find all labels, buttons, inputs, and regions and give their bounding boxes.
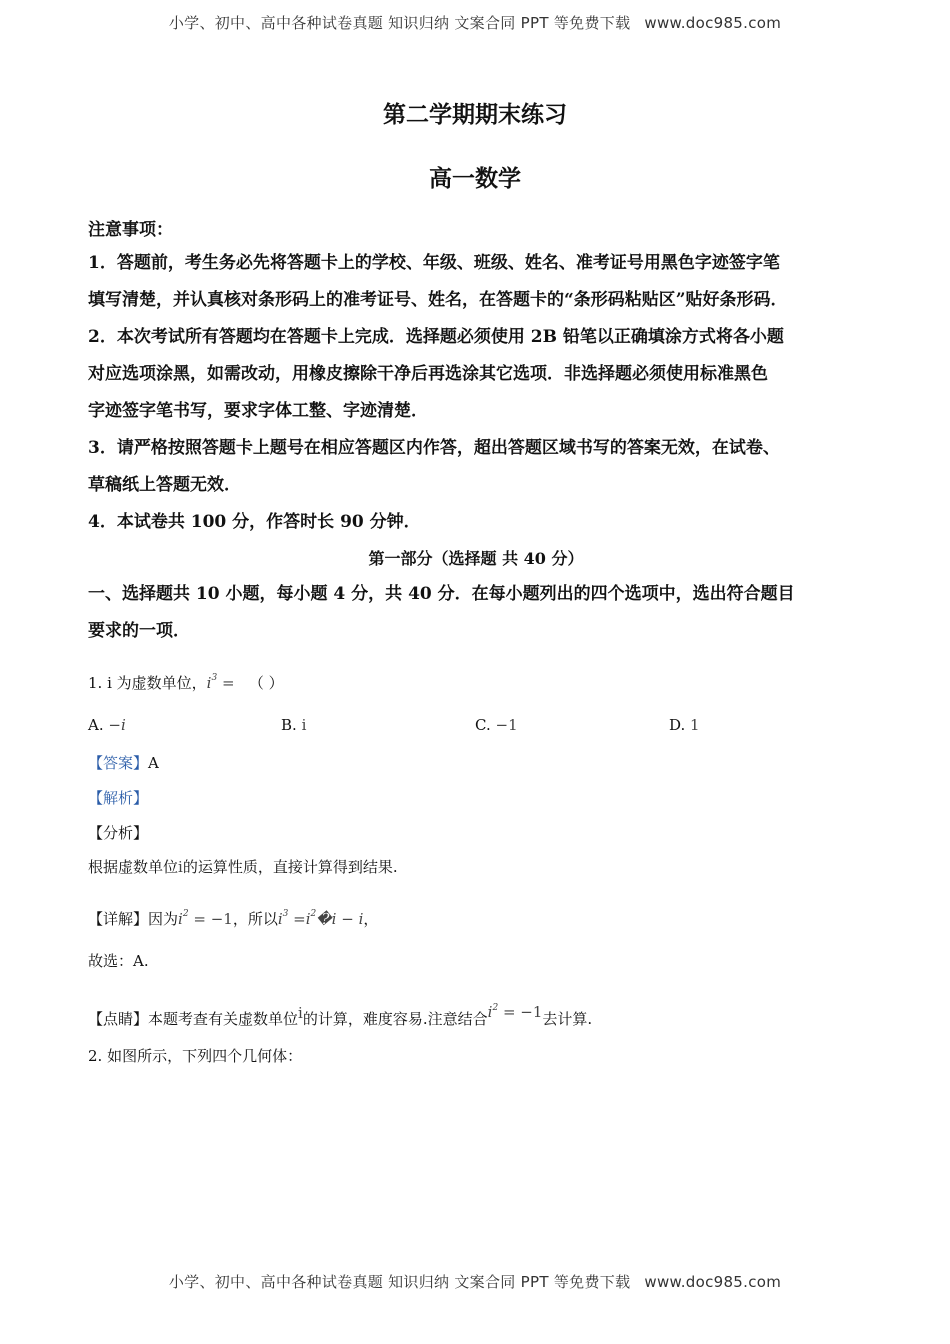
notice-heading: 注意事项： bbox=[88, 220, 173, 240]
option-label: D. bbox=[669, 716, 686, 734]
notice-item-line: ．请严格按照答题卡上题号在相应答题区内作答，超出答题区域书写的答案无效，在试卷、 bbox=[99, 438, 780, 458]
answer-line bbox=[88, 752, 864, 774]
option-a bbox=[88, 716, 126, 734]
math-i: i bbox=[206, 674, 212, 692]
math-i: i bbox=[178, 858, 183, 876]
fenxi-tag: 【分析】 bbox=[88, 824, 149, 842]
banner-text: 小学、初中、高中各种试卷真题 知识归纳 文案合同 PPT 等免费下载 bbox=[168, 14, 631, 32]
question-1-stem bbox=[88, 667, 864, 694]
banner-text: 小学、初中、高中各种试卷真题 知识归纳 文案合同 PPT 等免费下载 bbox=[168, 1273, 631, 1291]
banner-url[interactable]: www.doc985.com bbox=[644, 14, 782, 32]
math-exponent: 2 bbox=[492, 1003, 499, 1013]
analysis-tag: 【解析】 bbox=[88, 789, 149, 807]
option-value: −1 bbox=[495, 716, 518, 734]
comment-post: 去计算. bbox=[542, 1010, 593, 1028]
math-expr: = bbox=[293, 910, 306, 928]
option-value: −i bbox=[108, 716, 126, 734]
comment-mid: 的计算，难度容易.注意结合 bbox=[302, 1010, 488, 1028]
option-label: B. bbox=[281, 716, 297, 734]
notice-item-3 bbox=[88, 430, 864, 504]
option-value: i bbox=[301, 716, 307, 734]
notice-item-number: 3 bbox=[88, 438, 100, 458]
top-banner bbox=[0, 12, 950, 33]
banner-url[interactable]: www.doc985.com bbox=[644, 1273, 782, 1291]
math-expr: = −1 bbox=[193, 910, 233, 928]
math-expr: = −1 bbox=[502, 1003, 543, 1021]
math-exponent: 3 bbox=[282, 909, 289, 919]
math-i: i bbox=[305, 910, 311, 928]
detail-pre: 因为 bbox=[148, 910, 179, 928]
notice-item-line: 字迹签字笔书写，要求字体工整、字迹清楚． bbox=[88, 401, 428, 421]
bottom-banner bbox=[0, 1271, 950, 1292]
math-i: i bbox=[298, 1004, 303, 1022]
math-exponent: 2 bbox=[182, 909, 189, 919]
detail-tag: 【详解】 bbox=[88, 910, 149, 928]
notice-item-4 bbox=[88, 504, 864, 541]
math-i: i bbox=[277, 910, 283, 928]
detail-mid: ，所以 bbox=[232, 910, 278, 928]
fenxi-text bbox=[88, 856, 864, 878]
answer-tag: 【答案】 bbox=[88, 754, 149, 772]
section-line: 要求的一项． bbox=[88, 621, 190, 641]
math-exponent: 2 bbox=[310, 909, 317, 919]
notice-item-2 bbox=[88, 319, 864, 430]
comment-pre: 本题考查有关虚数单位 bbox=[148, 1010, 299, 1028]
notice-item-line: 对应选项涂黑，如需改动，用橡皮擦除干净后再选涂其它选项．非选择题必须使用标准黑色 bbox=[88, 364, 768, 384]
notice-item-line: ．本试卷共 100 分，作答时长 90 分钟． bbox=[99, 512, 421, 532]
section-instructions bbox=[88, 576, 864, 650]
notice-item-number: 1 bbox=[88, 253, 100, 273]
detail-line bbox=[88, 903, 864, 930]
math-expr: �i − i bbox=[316, 910, 364, 928]
notice-item-line: 填写清楚，并认真核对条形码上的准考证号、姓名，在答题卡的“条形码粘贴区”贴好条形码． bbox=[88, 290, 788, 310]
option-label: A. bbox=[88, 716, 104, 734]
answer-blank: （ ） bbox=[248, 674, 284, 692]
notice-item-number: 4 bbox=[88, 512, 100, 532]
question-text: 1. i 为虚数单位， bbox=[88, 674, 207, 692]
conclusion: 故选：A. bbox=[88, 952, 149, 970]
math-exponent: 3 bbox=[211, 673, 218, 683]
math-i: i bbox=[178, 910, 183, 928]
option-label: C. bbox=[475, 716, 491, 734]
math-equals: = bbox=[217, 674, 235, 692]
notice-item-1 bbox=[88, 245, 864, 319]
part-heading: 第一部分（选择题 共 40 分） bbox=[368, 549, 584, 568]
notice-item-line: 草稿纸上答题无效． bbox=[88, 475, 241, 495]
comment-tag: 【点睛】 bbox=[88, 1010, 149, 1028]
option-b bbox=[281, 716, 306, 734]
fenxi-pre: 根据虚数单位 bbox=[88, 858, 179, 876]
detail-end: ， bbox=[363, 910, 379, 928]
option-value: 1 bbox=[690, 716, 700, 734]
option-d bbox=[669, 716, 700, 734]
comment-line bbox=[88, 997, 864, 1030]
question-2-stem: 2. 如图所示，下列四个几何体： bbox=[88, 1047, 303, 1065]
answer-value: A bbox=[148, 754, 159, 772]
notice-item-number: 2 bbox=[88, 327, 100, 347]
notice-item-line: ．答题前，考生务必先将答题卡上的学校、年级、班级、姓名、准考证号用黑色字迹签字笔 bbox=[99, 253, 780, 273]
math-i: i bbox=[487, 1003, 493, 1021]
notice-item-line: ．本次考试所有答题均在答题卡上完成．选择题必须使用 2B 铅笔以正确填涂方式将各小题 bbox=[99, 327, 784, 347]
option-c bbox=[475, 716, 518, 734]
page-title: 第二学期期末练习 bbox=[383, 101, 567, 128]
section-line: 一、选择题共 10 小题，每小题 4 分，共 40 分．在每小题列出的四个选项中，选出符合题目 bbox=[88, 584, 795, 604]
fenxi-post: 的运算性质，直接计算得到结果. bbox=[182, 858, 398, 876]
page-subtitle: 高一数学 bbox=[429, 165, 521, 192]
